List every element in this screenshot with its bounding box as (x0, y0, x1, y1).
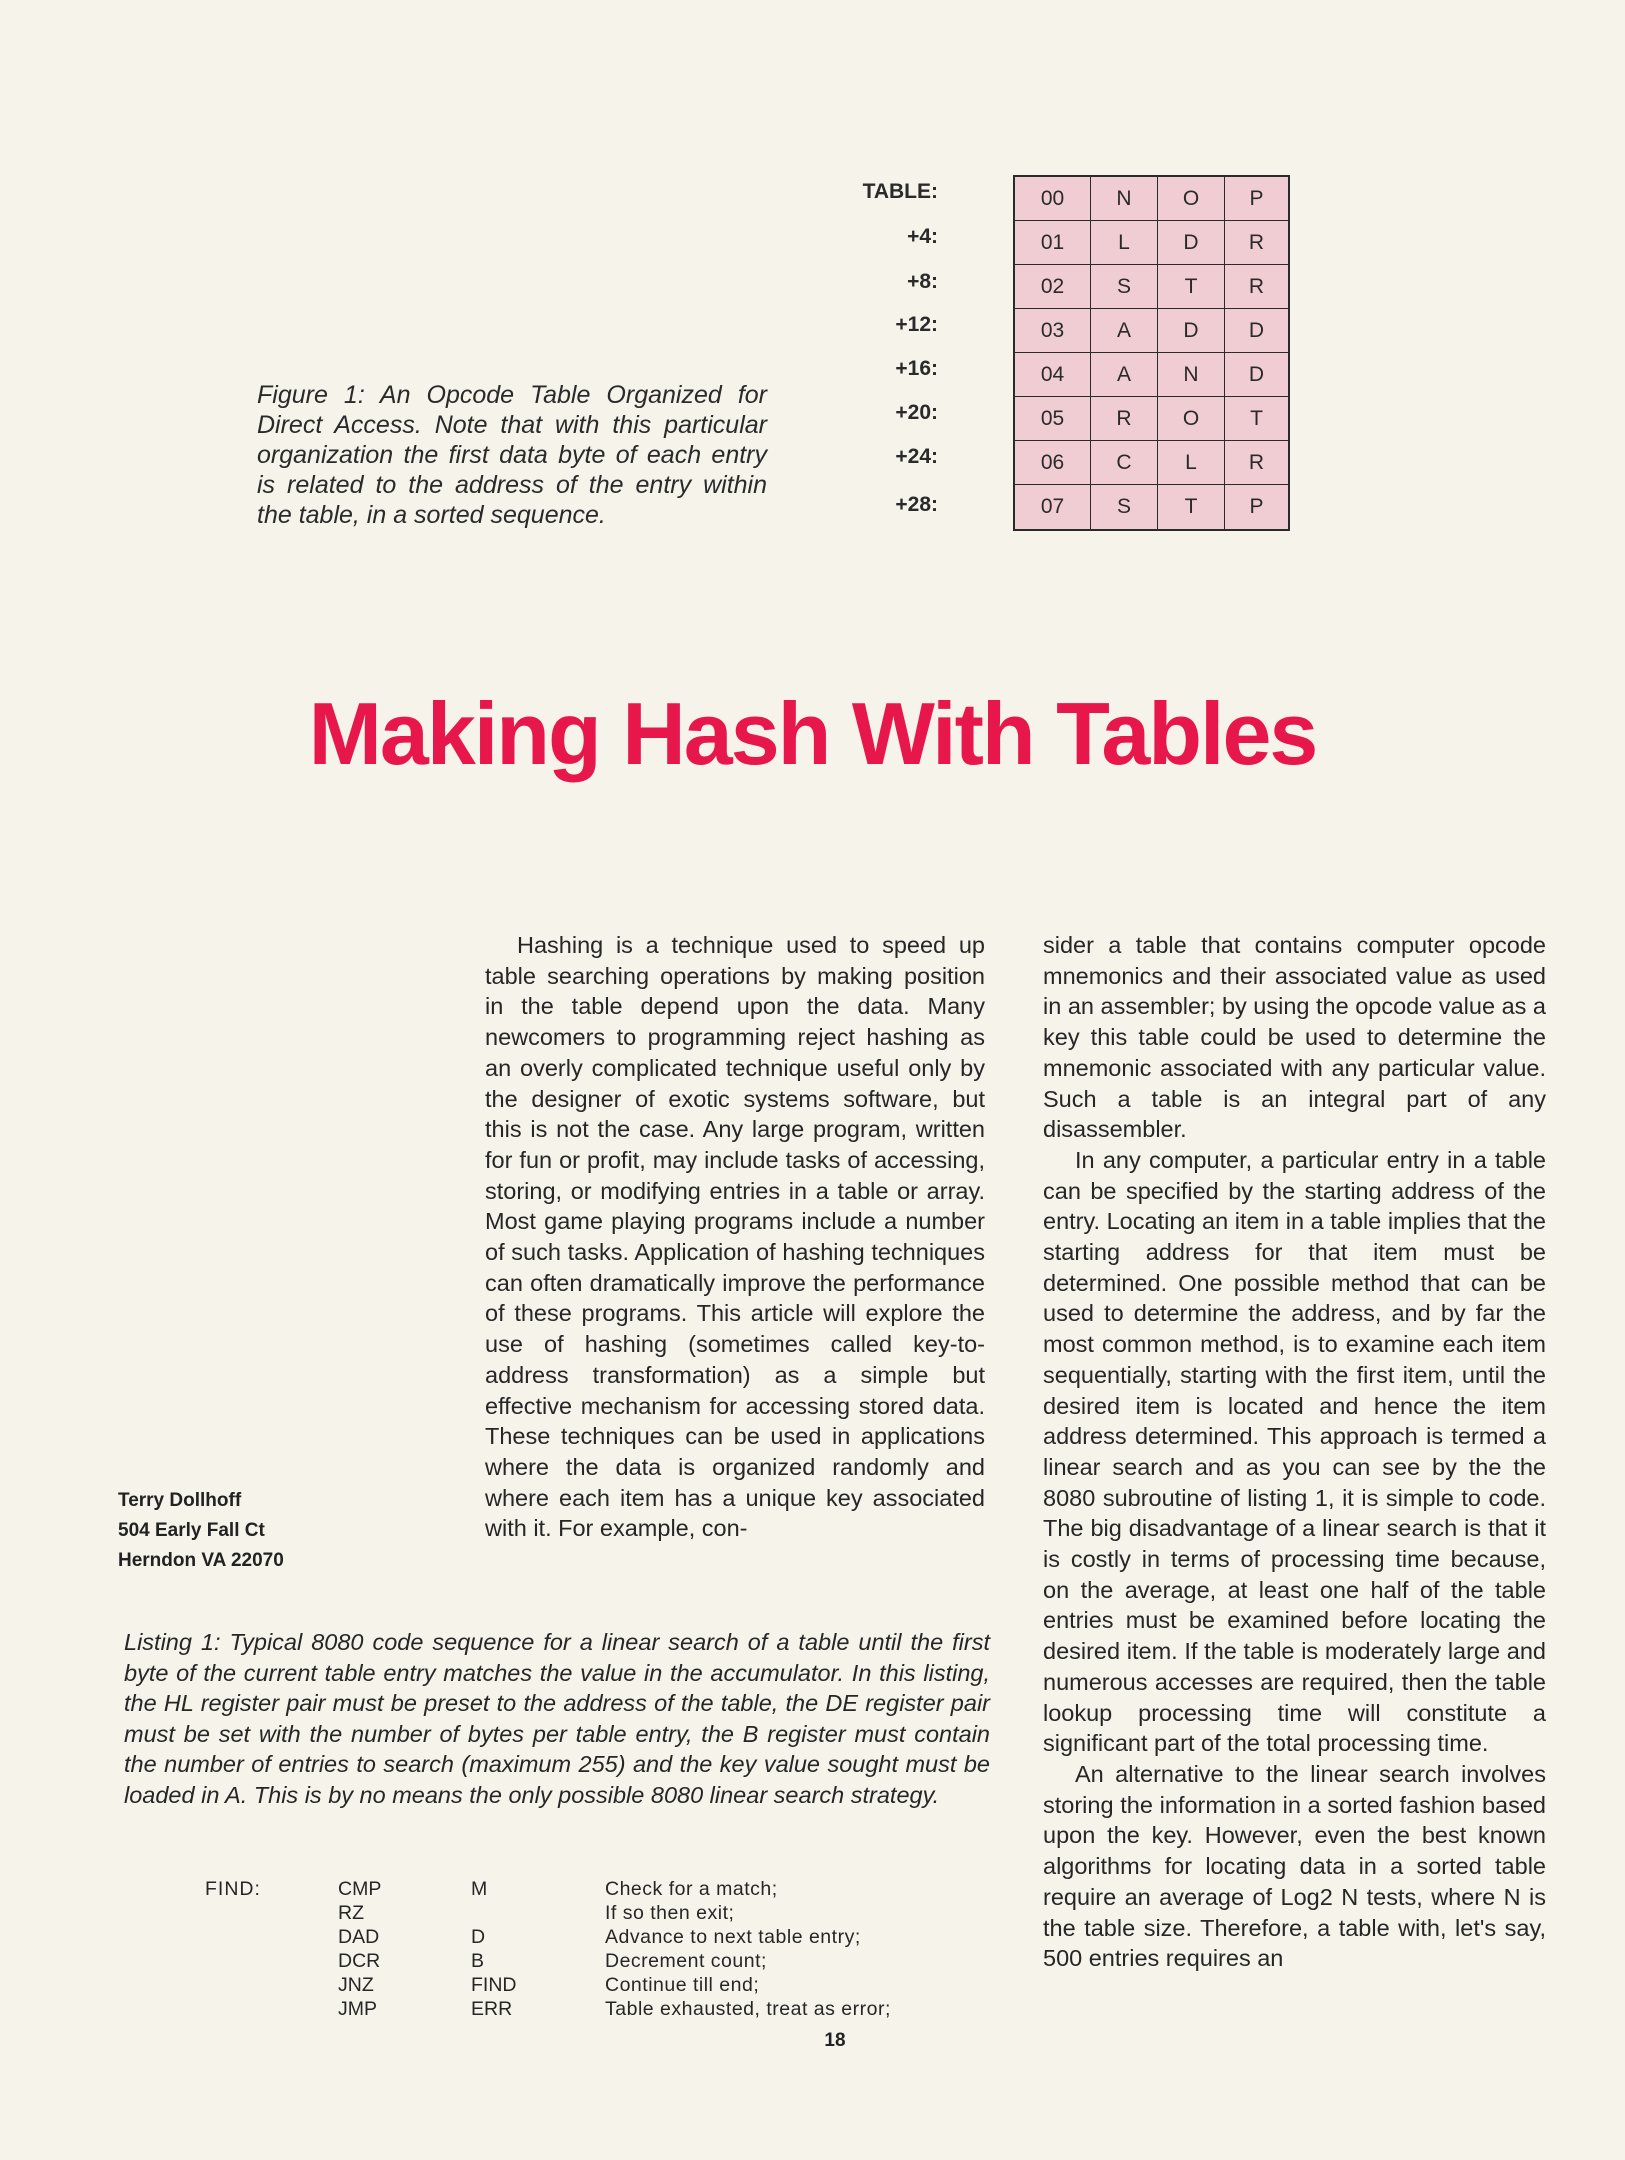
body-paragraph: sider a table that contains computer opcode mnemonics and their associated value as used in an assembler; by using the opcode value as a key this table could be used to determine the mnemonic associated with any particular value. Such a table is an integral part of any disassembler. (1043, 932, 1546, 1143)
table-cell: S (1091, 265, 1158, 309)
code-opcode: DAD (338, 1926, 380, 1948)
table-row-label: +16: (895, 357, 938, 380)
table-cell: O (1158, 177, 1225, 221)
body-paragraph: An alternative to the linear search involves storing the information in a sorted fashion based upon the key. However, even the best known algorithms for locating data in a sorted table require an average of Log2 N tests, where N is the table size. Therefore, a table with, let's say, 500 entries requires an (1043, 1760, 1546, 1972)
body-column-1 (485, 930, 985, 1544)
table-cell: 05 (1015, 397, 1091, 441)
table-row-label: +24: (895, 445, 938, 468)
code-operand: FIND (471, 1974, 517, 1996)
code-operand: D (471, 1926, 486, 1948)
figure-caption: Figure 1: An Opcode Table Organized for Direct Access. Note that with this particular organization the first data byte of each entry is related to the address of the entry within the table, in a sorted sequence. (257, 381, 767, 529)
table-cell: D (1158, 309, 1225, 353)
table-row-label: +12: (895, 313, 938, 336)
author-street: 504 Early Fall Ct (118, 1520, 265, 1541)
code-line (205, 1878, 1005, 1902)
table-cell: N (1158, 353, 1225, 397)
table-cell: 02 (1015, 265, 1091, 309)
body-paragraph: In any computer, a particular entry in a table can be specified by the starting address of the entry. Locating an item in a table implies that the starting address for that item must be determined. One possible method that can be used to determine the address, and by far the most common method, is to examine each item sequentially, starting with the first item, until the desired item is located and hence the item address determined. This approach is termed a linear search and as you can see by the the 8080 subroutine of listing 1, it is simple to code. The big disadvantage of a linear search is that it is costly in terms of processing time because, on the average, at least one half of the table entries must be examined before locating the desired item. If the table is moderately large and numerous accesses are required, then the table lookup processing time will constitute a significant part of the total processing time. (1043, 1146, 1546, 1757)
table-cell: P (1225, 177, 1288, 221)
code-line (205, 1902, 1005, 1926)
body-column-2 (1043, 930, 1546, 1974)
author-name: Terry Dollhoff (118, 1490, 242, 1511)
table-row-label: +28: (895, 493, 938, 516)
code-opcode: DCR (338, 1950, 381, 1972)
table-cell: L (1158, 441, 1225, 485)
code-line (205, 1998, 1005, 2022)
table-cell: R (1091, 397, 1158, 441)
code-comment: Decrement count; (605, 1950, 767, 1972)
table-cell: R (1225, 221, 1288, 265)
table-cell: N (1091, 177, 1158, 221)
table-row-label: +4: (907, 225, 938, 248)
code-line (205, 1926, 1005, 1950)
code-comment: Continue till end; (605, 1974, 760, 1996)
table-cell: D (1225, 353, 1288, 397)
code-label: FIND: (205, 1878, 261, 1900)
table-row-label: TABLE: (862, 180, 938, 203)
table-cell: D (1225, 309, 1288, 353)
code-comment: If so then exit; (605, 1902, 735, 1924)
article-title: Making Hash With Tables (308, 684, 1317, 783)
code-opcode: JNZ (338, 1974, 374, 1996)
code-line (205, 1950, 1005, 1974)
body-paragraph: Hashing is a technique used to speed up table searching operations by making position in the table depend upon the data. Many newcomers to programming reject hashing as an overly complicated technique useful only by the designer of exotic systems software, but this is not the case. Any large program, written for fun or profit, may include tasks of accessing, storing, or modifying entries in a table or array. Most game playing programs include a number of such tasks. Application of hashing techniques can often dramatically improve the performance of these programs. This article will explore the use of hashing (sometimes called key-to-address transformation) as a simple but effective mechanism for accessing stored data. These techniques can be used in applications where the data is organized randomly and where each item has a unique key associated with it. For example, con- (485, 932, 985, 1542)
table-cell: 01 (1015, 221, 1091, 265)
code-opcode: CMP (338, 1878, 382, 1900)
table-cell: 04 (1015, 353, 1091, 397)
table-cell: S (1091, 485, 1158, 529)
table-row-label: +20: (895, 401, 938, 424)
table-cell: D (1158, 221, 1225, 265)
table-cell: R (1225, 265, 1288, 309)
table-cell: T (1158, 485, 1225, 529)
author-city: Herndon VA 22070 (118, 1550, 284, 1571)
table-cell: 07 (1015, 485, 1091, 529)
code-comment: Table exhausted, treat as error; (605, 1998, 891, 2020)
table-cell: T (1225, 397, 1288, 441)
listing-caption: Listing 1: Typical 8080 code sequence for a linear search of a table until the first byte of the current table entry matches the value in the accumulator. In this listing, the HL register pair must be preset to the address of the table, the DE register pair must be set with the number of bytes per table entry, the B register must contain the number of entries to search (maximum 255) and the key value sought must be loaded in A. This is by no means the only possible 8080 linear search strategy. (124, 1629, 990, 1808)
table-cell: R (1225, 441, 1288, 485)
code-line (205, 1974, 1005, 1998)
table-cell: A (1091, 309, 1158, 353)
opcode-table (1013, 175, 1290, 531)
author-block (118, 1486, 358, 1576)
page-number: 18 (824, 2030, 846, 2051)
code-comment: Advance to next table entry; (605, 1926, 861, 1948)
table-cell: O (1158, 397, 1225, 441)
table-cell: 03 (1015, 309, 1091, 353)
code-comment: Check for a match; (605, 1878, 778, 1900)
code-operand: M (471, 1878, 488, 1900)
table-row-label: +8: (907, 270, 938, 293)
code-operand: ERR (471, 1998, 513, 2020)
code-opcode: JMP (338, 1998, 377, 2020)
code-operand: B (471, 1950, 485, 1972)
table-cell: 00 (1015, 177, 1091, 221)
table-cell: P (1249, 495, 1264, 518)
table-cell: L (1091, 221, 1158, 265)
table-cell: 06 (1015, 441, 1091, 485)
table-cell: A (1091, 353, 1158, 397)
code-opcode: RZ (338, 1902, 364, 1924)
table-cell: T (1158, 265, 1225, 309)
table-cell: C (1091, 441, 1158, 485)
